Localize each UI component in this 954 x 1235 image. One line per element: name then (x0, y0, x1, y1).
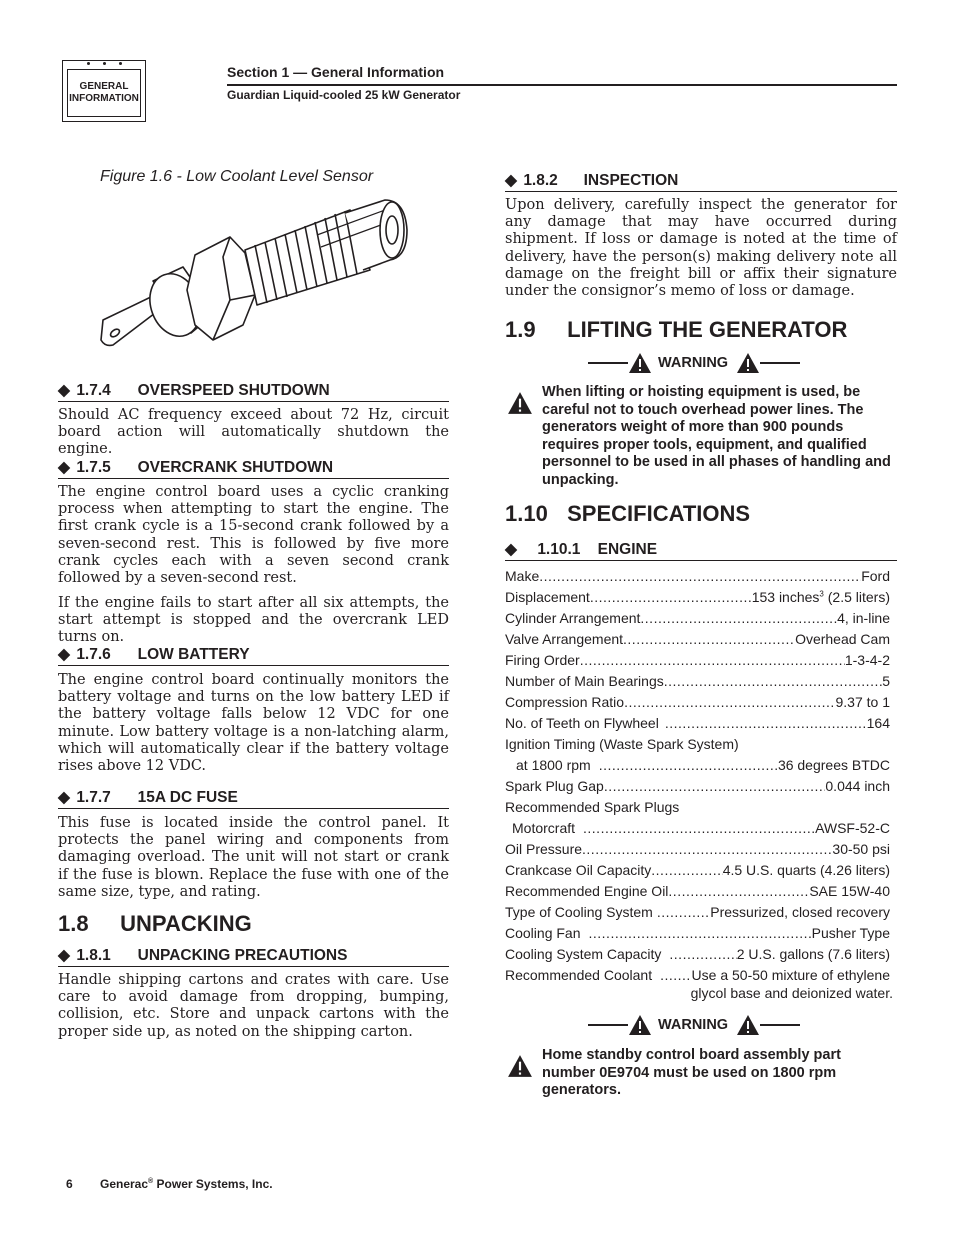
spec-row-ignition-rpm (505, 757, 890, 773)
section-number: 1.10.1 (537, 541, 581, 558)
diamond-bullet-icon: ◆ (58, 947, 70, 964)
diamond-bullet-icon: ◆ (58, 646, 70, 663)
diamond-bullet-icon: ◆ (505, 541, 517, 558)
spec-label: Crankcase Oil Capacity (505, 862, 652, 878)
section-number: 1.7.5 (76, 459, 111, 476)
spec-label: Type of Cooling System (505, 904, 653, 920)
section-title-text: OVERCRANK SHUTDOWN (137, 459, 334, 476)
logo-label (67, 69, 141, 117)
leader-dots (539, 568, 861, 584)
warning-banner-1 (588, 352, 813, 374)
spec-label: Number of Main Bearings (505, 673, 664, 689)
spec-value: 5 (882, 673, 890, 689)
logo-line2: INFORMATION (69, 93, 139, 104)
heading-1-9 (505, 317, 847, 343)
page-footer (66, 1177, 273, 1191)
spec-value (752, 589, 890, 605)
warning-label: WARNING (658, 1017, 729, 1033)
leader-dots (660, 967, 691, 983)
spec-row-valve (505, 631, 890, 647)
section-title-text: UNPACKING PRECAUTIONS (137, 947, 348, 964)
spec-row-plug-gap (505, 778, 890, 794)
spec-value: 2 U.S. gallons (7.6 liters) (736, 946, 890, 962)
leader-dots (599, 757, 778, 773)
leader-dots (668, 883, 809, 899)
spec-row-bearings (505, 673, 890, 689)
leader-dots (665, 715, 867, 731)
spec-value: Overhead Cam (795, 631, 890, 647)
spec-row-oil-pressure (505, 841, 890, 857)
spec-label: Recommended Engine Oil (505, 883, 669, 899)
section-title-text: LOW BATTERY (137, 646, 250, 663)
warning-triangle-icon (628, 352, 652, 374)
leader-dots (624, 694, 835, 710)
figure-caption: Figure 1.6 - Low Coolant Level Sensor (100, 168, 374, 185)
rule (760, 362, 800, 364)
leader-dots (664, 673, 882, 689)
section-number: 1.7.6 (76, 646, 111, 663)
coolant-sensor-illustration (95, 195, 410, 365)
spec-value: Use a 50-50 mixture of ethylene (691, 967, 890, 983)
spec-label: Compression Ratio (505, 694, 625, 710)
spec-label: Make (505, 568, 540, 584)
section-number: 1.8 (58, 911, 89, 936)
spec-label: Firing Order (505, 652, 580, 668)
section-number: 1.8.1 (76, 947, 111, 964)
spec-row-firing-order (505, 652, 890, 668)
section-title: Section 1 — General Information (227, 64, 445, 80)
spec-value: 9.37 to 1 (835, 694, 890, 710)
section-number: 1.7.7 (76, 789, 111, 806)
section-title-text: ENGINE (597, 541, 658, 558)
heading-1-10 (505, 501, 750, 527)
heading-1-7-7 (58, 788, 449, 809)
section-number: 1.7.4 (76, 382, 111, 399)
spec-value: 164 (866, 715, 890, 731)
company-name: Generac (100, 1177, 149, 1191)
leader-dots (604, 778, 826, 794)
warning-text-control-board: Home standby control board assembly part number 0E9704 must be used on 1800 rpm generators. (542, 1047, 841, 1098)
rule (588, 362, 628, 364)
section-number: 1.10 (505, 501, 548, 526)
warning-triangle-icon (507, 391, 533, 415)
section-title-text: OVERSPEED SHUTDOWN (137, 382, 330, 399)
heading-1-7-4 (58, 381, 449, 402)
leader-dots (669, 946, 736, 962)
spec-label: Spark Plug Gap (505, 778, 604, 794)
spec-row-crankcase (505, 862, 890, 878)
spec-label: Cylinder Arrangement (505, 610, 641, 626)
spec-label: Oil Pressure (505, 841, 583, 857)
leader-dots (657, 904, 710, 920)
paragraph-overspeed: Should AC frequency exceed about 72 Hz, circuit board action will automatically shutdown the engine. (58, 407, 449, 458)
spec-value: 1-3-4-2 (844, 652, 890, 668)
spec-row-compression (505, 694, 890, 710)
spec-row-engine-oil (505, 883, 890, 899)
spec-value: 4.5 U.S. quarts (4.26 liters) (722, 862, 890, 878)
page-number: 6 (66, 1177, 73, 1191)
leader-dots (583, 820, 815, 836)
spec-coolant-line2: glycol base and deionized water. (690, 985, 893, 1001)
spec-value: 4, in-line (837, 610, 890, 626)
spec-label: at 1800 rpm (505, 757, 591, 773)
spec-value: AWSF-52-C (815, 820, 890, 836)
spec-row-cooling-fan (505, 925, 890, 941)
spec-value: Ford (861, 568, 890, 584)
spec-value-superscript: 3 (819, 589, 824, 599)
section-title-text: LIFTING THE GENERATOR (567, 317, 848, 342)
header-rule (227, 84, 897, 86)
spec-row-make (505, 568, 890, 584)
spec-row-ignition: Ignition Timing (Waste Spark System) (505, 736, 739, 752)
warning-triangle-icon (507, 1054, 533, 1078)
company-name-rest: Power Systems, Inc. (153, 1177, 273, 1191)
diamond-bullet-icon: ◆ (58, 382, 70, 399)
spec-label: Recommended Coolant (505, 967, 653, 983)
spec-value-part: (2.5 liters) (823, 589, 890, 605)
spec-row-cooling-capacity (505, 946, 890, 962)
spec-label: Motorcraft (505, 820, 575, 836)
leader-dots (651, 862, 722, 878)
section-title-text: UNPACKING (120, 911, 252, 936)
spec-value-part: 153 inches (751, 589, 820, 605)
logo-dot (87, 62, 90, 65)
leader-dots (590, 589, 752, 605)
paragraph-overcrank-1: The engine control board uses a cyclic cranking process when attempting to start the engine. The first crank cycle is a 15-second crank followed by a seven-second rest. This is followed by five more crank cycles each with a seven second crank followed by a seven-second rest. (58, 484, 449, 587)
logo-line1: GENERAL (79, 81, 129, 92)
registered-mark: ® (148, 1178, 154, 1185)
spec-value: 36 degrees BTDC (777, 757, 890, 773)
paragraph-dc-fuse: This fuse is located inside the control panel. It protects the panel wiring and components from damaging overload. The unit will not start or crank if the fuse is blown. Replace the fuse with one of the same size, type, and rating. (58, 815, 449, 900)
spec-value: Pressurized, closed recovery (710, 904, 890, 920)
rule (588, 1024, 628, 1026)
leader-dots (589, 925, 812, 941)
paragraph-unpacking: Handle shipping cartons and crates with care. Use care to avoid damage from dropping, bumping, collision, etc. Store and unpack cartons with the proper side up, as noted on the shipping carton. (58, 972, 449, 1040)
warning-label: WARNING (658, 355, 729, 371)
logo-dot (119, 62, 122, 65)
section-title-text: SPECIFICATIONS (567, 501, 751, 526)
diamond-bullet-icon: ◆ (58, 789, 70, 806)
section-logo (62, 60, 146, 122)
heading-1-8-1 (58, 946, 449, 967)
leader-dots (582, 841, 832, 857)
spec-label: Displacement (505, 589, 590, 605)
warning-text-lifting: When lifting or hoisting equipment is used, be careful not to touch overhead power lines. The generators weight of more than 900 pounds requires proper tools, equipment, and qualified personnel to be used in all phases of handling and unpacking. (542, 384, 891, 488)
paragraph-overcrank-2: If the engine fails to start after all six attempts, the start attempt is stopped and the overcrank LED turns on. (58, 595, 449, 646)
section-number: 1.9 (505, 317, 536, 342)
spec-row-displacement (505, 589, 890, 605)
leader-dots (580, 652, 845, 668)
spec-label: Cooling System Capacity (505, 946, 662, 962)
diamond-bullet-icon: ◆ (58, 459, 70, 476)
spec-label: No. of Teeth on Flywheel (505, 715, 659, 731)
paragraph-low-battery: The engine control board continually monitors the battery voltage and turns on the low battery LED if the battery voltage falls below 12 VDC for one minute. Low battery voltage is a non-latching alarm, which will automatically clear if the battery voltage rises above 12 VDC. (58, 672, 449, 775)
document-subtitle: Guardian Liquid-cooled 25 kW Generator (227, 88, 461, 102)
heading-1-10-1 (505, 540, 897, 561)
paragraph-inspection: Upon delivery, carefully inspect the generator for any damage that may have occurred during shipment. If loss or damage is noted at the time of delivery, have the person(s) making delivery note all damage on the freight bill or affix their signature under the consignor’s memo of loss or damage. (505, 197, 897, 300)
heading-1-8 (58, 911, 252, 937)
diamond-bullet-icon: ◆ (505, 172, 517, 189)
spec-row-motorcraft (505, 820, 890, 836)
heading-1-7-5 (58, 458, 449, 479)
leader-dots (623, 631, 795, 647)
section-number: 1.8.2 (523, 172, 558, 189)
spec-value: 0.044 inch (825, 778, 890, 794)
heading-1-7-6 (58, 645, 449, 666)
spec-row-cylinder (505, 610, 890, 626)
warning-banner-2 (588, 1014, 813, 1036)
spec-row-flywheel-teeth (505, 715, 890, 731)
spec-label: Cooling Fan (505, 925, 581, 941)
spec-row-spark-plugs: Recommended Spark Plugs (505, 799, 680, 815)
warning-triangle-icon (736, 1014, 760, 1036)
heading-1-8-2 (505, 171, 897, 192)
leader-dots (640, 610, 837, 626)
warning-triangle-icon (628, 1014, 652, 1036)
spec-value: Pusher Type (811, 925, 890, 941)
spec-row-coolant (505, 967, 890, 983)
spec-value: 30-50 psi (832, 841, 890, 857)
spec-row-cooling-type (505, 904, 890, 920)
warning-triangle-icon (736, 352, 760, 374)
spec-value: SAE 15W-40 (809, 883, 890, 899)
rule (760, 1024, 800, 1026)
spec-label: Valve Arrangement (505, 631, 624, 647)
section-title-text: 15A DC FUSE (137, 789, 238, 806)
section-title-text: INSPECTION (583, 172, 679, 189)
logo-dot (103, 62, 106, 65)
